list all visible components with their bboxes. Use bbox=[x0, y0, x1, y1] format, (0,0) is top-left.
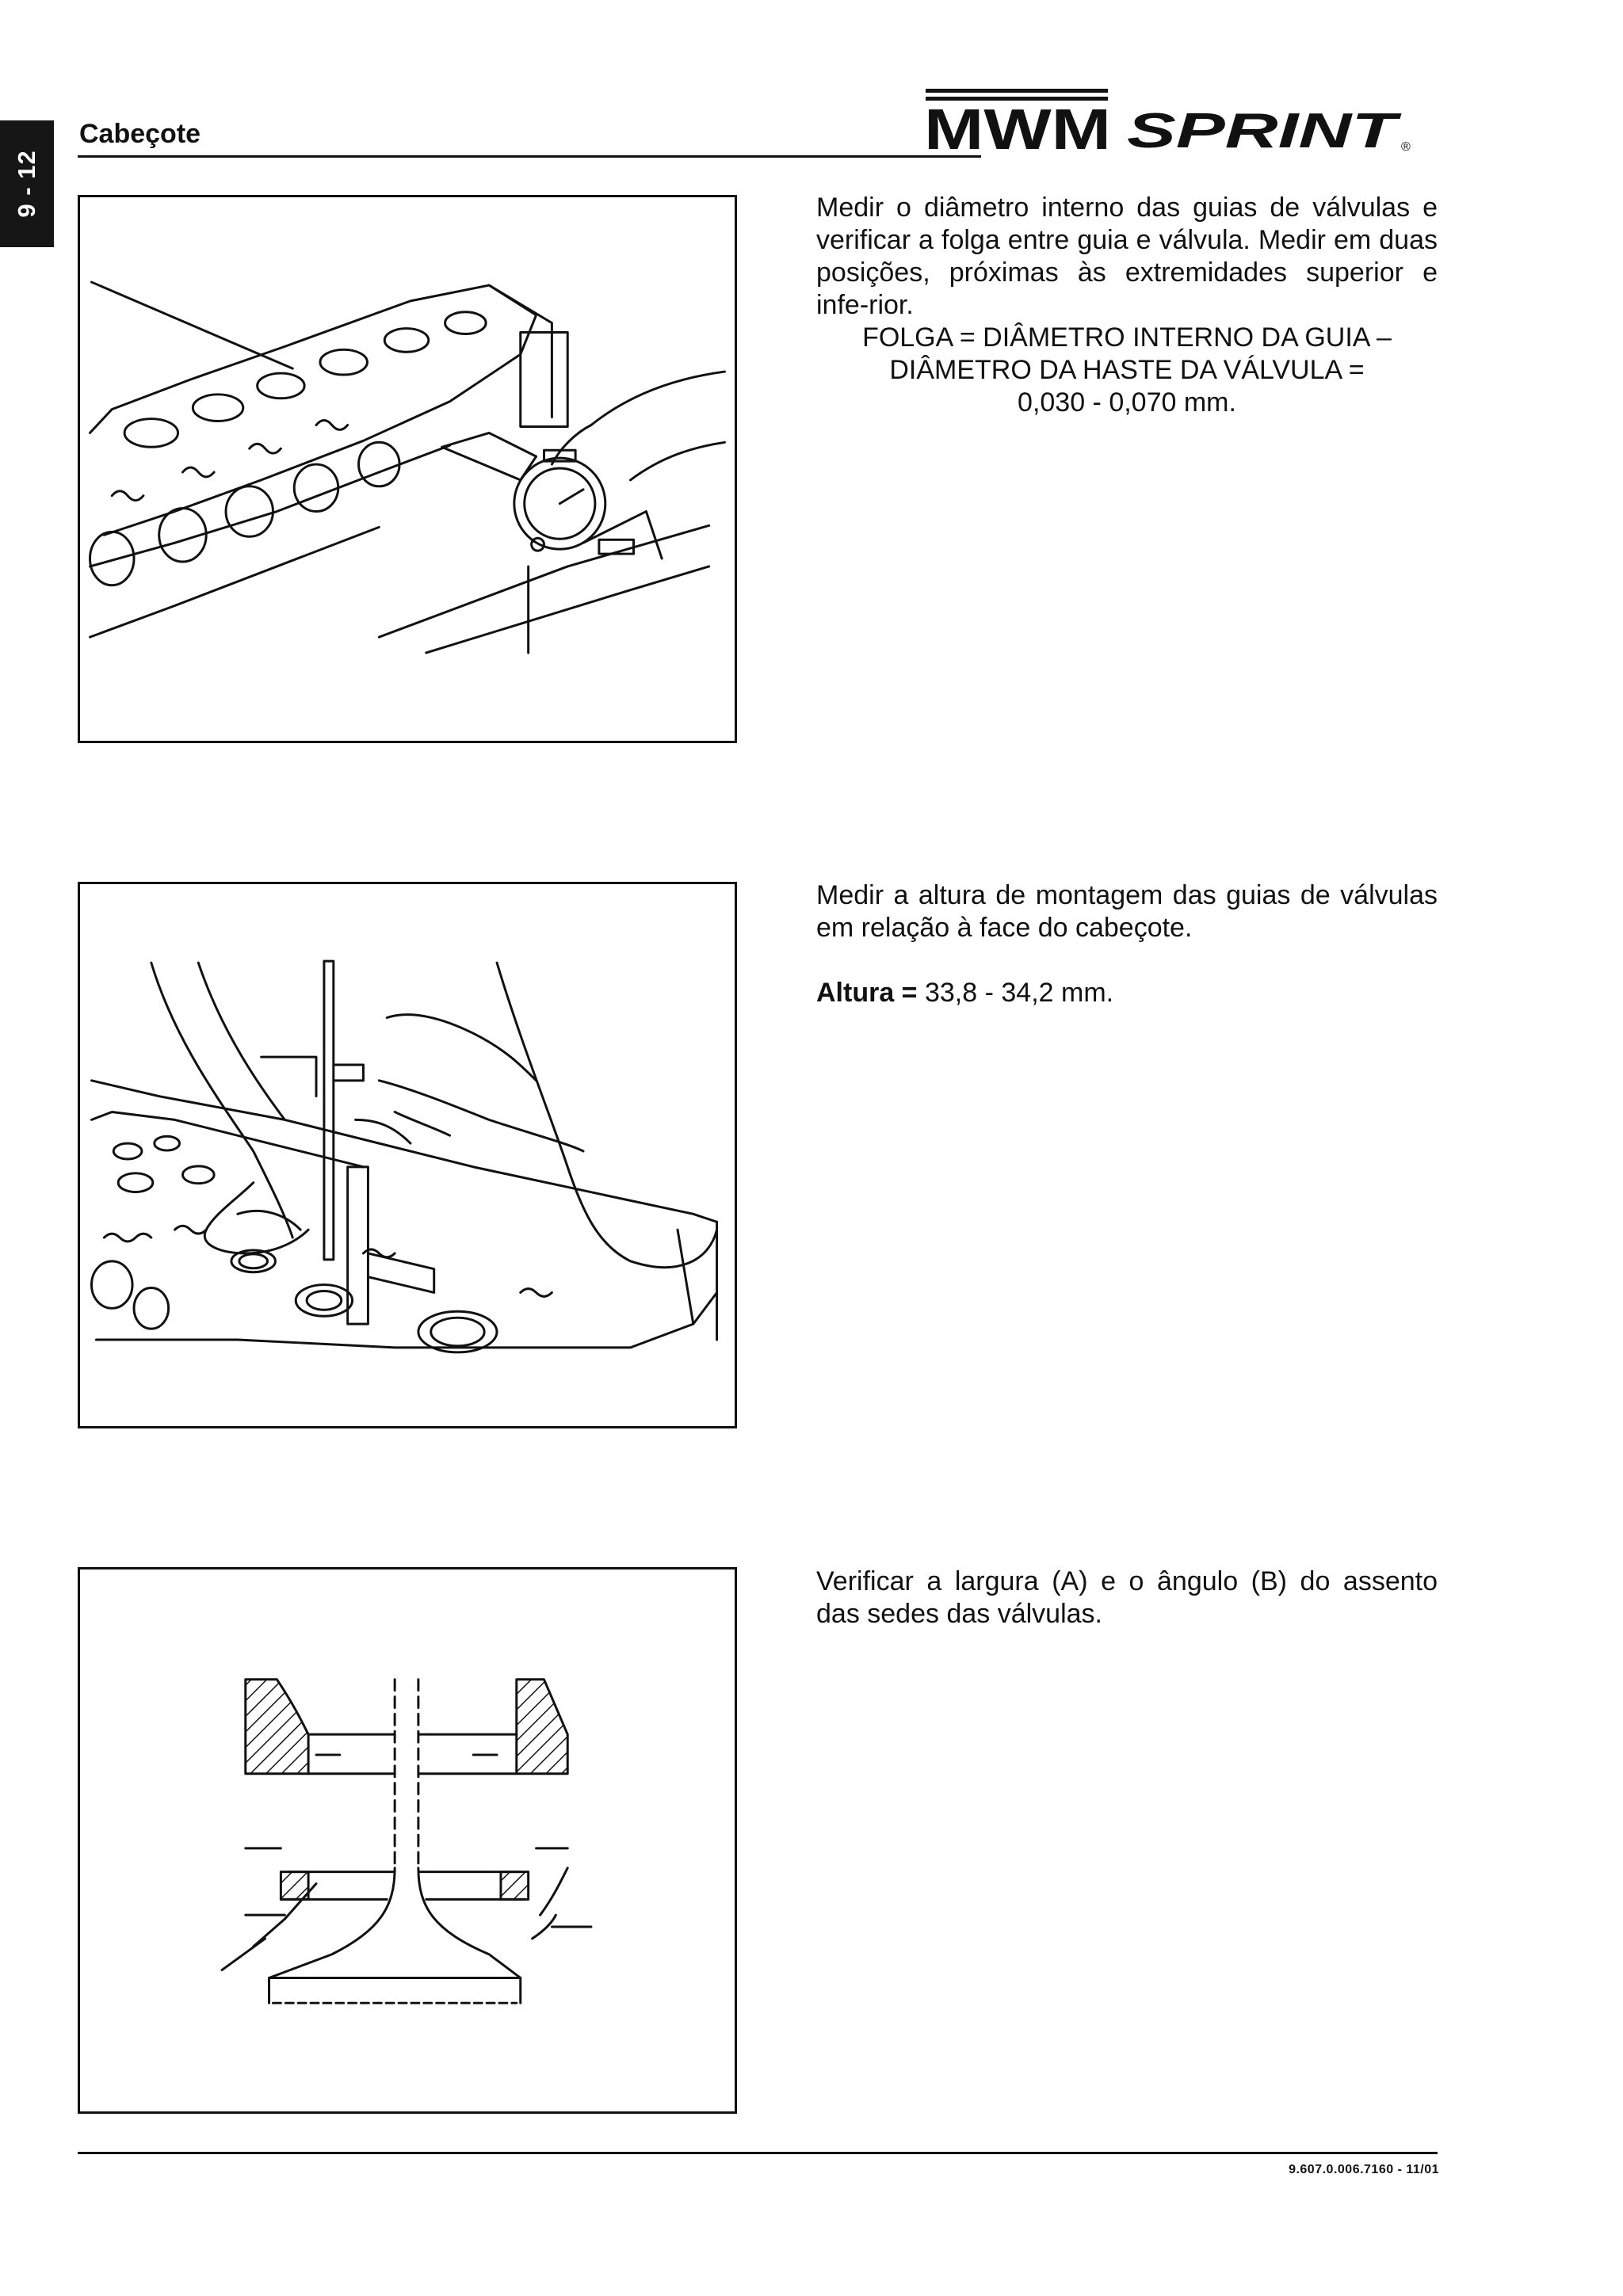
valve-seat-cross-section bbox=[80, 1569, 735, 2111]
document-code: 9.607.0.006.7160 - 11/01 bbox=[1289, 2163, 1439, 2176]
instruction-paragraph: Verificar a largura (A) e o ângulo (B) do assento das sedes das válvulas. bbox=[816, 1566, 1438, 1629]
formula-line: DIÂMETRO DA HASTE DA VÁLVULA = bbox=[889, 355, 1365, 385]
header-rule bbox=[78, 155, 981, 158]
page-number: 9 - 12 bbox=[13, 150, 40, 218]
instruction-paragraph: Medir o diâmetro interno das guias de válvulas e verificar a folga entre guia e válvula. Medir em duas posições, próximas às extremidades superior e infe-rior. bbox=[816, 193, 1438, 320]
section-title: Cabeçote bbox=[79, 119, 201, 149]
figure-guide-height-measurement bbox=[78, 882, 737, 1428]
bore-gauge-illustration bbox=[80, 197, 735, 741]
depth-caliper-illustration bbox=[80, 884, 735, 1426]
formula-line: 0,030 - 0,070 mm. bbox=[1018, 387, 1236, 418]
footer-rule bbox=[78, 2152, 1438, 2154]
formula-line: FOLGA = DIÂMETRO INTERNO DA GUIA – bbox=[862, 322, 1392, 353]
spacer bbox=[816, 944, 1438, 977]
instruction-block-1 bbox=[816, 192, 1438, 419]
measurement-value bbox=[816, 977, 1438, 1009]
figure-bore-gauge-measurement bbox=[78, 195, 737, 743]
instruction-block-3 bbox=[816, 1566, 1438, 1630]
value-text: 33,8 - 34,2 mm. bbox=[917, 978, 1114, 1008]
logo-brand-secondary: SPRINT bbox=[1127, 104, 1403, 158]
page-number-tab bbox=[0, 120, 54, 247]
instruction-block-2 bbox=[816, 879, 1438, 1009]
mwm-sprint-logo bbox=[919, 82, 1434, 162]
value-label: Altura = bbox=[816, 978, 918, 1008]
logo-brand-primary: MWM bbox=[924, 98, 1111, 162]
instruction-paragraph: Medir a altura de montagem das guias de válvulas em relação à face do cabeçote. bbox=[816, 880, 1438, 943]
logo-registered-mark: ® bbox=[1401, 140, 1411, 154]
figure-valve-seat-section bbox=[78, 1567, 737, 2114]
